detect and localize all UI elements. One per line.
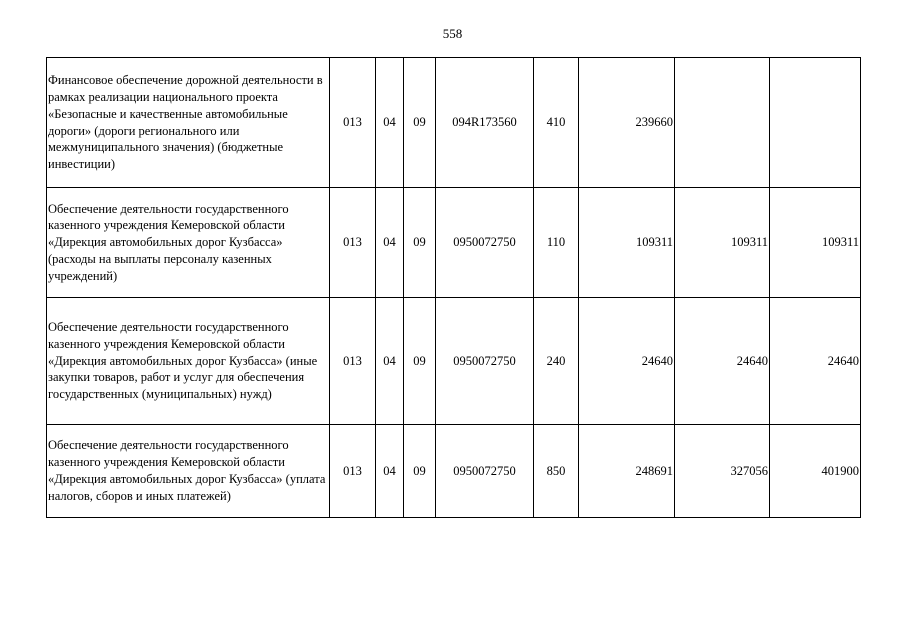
row-description: Обеспечение деятельности государственного казенного учреждения Кемеровской области «Дирекция автомобильных дорог Кузбасса» (уплата налогов, сборов и иных платежей) bbox=[47, 425, 330, 518]
page-number: 558 bbox=[442, 26, 463, 41]
expense-type-code-cell: 240 bbox=[534, 298, 579, 425]
amount-cell-2: 327056 bbox=[675, 425, 770, 518]
row-description: Обеспечение деятельности государственного казенного учреждения Кемеровской области «Дирекция автомобильных дорог Кузбасса» (расходы на выплаты персоналу казенных учреждений) bbox=[47, 188, 330, 298]
target-item-code-cell: 0950072750 bbox=[436, 298, 534, 425]
expense-type-code-cell: 410 bbox=[534, 58, 579, 188]
section-code-cell: 04 bbox=[376, 58, 404, 188]
expense-type-code-cell: 850 bbox=[534, 425, 579, 518]
subsection-code-cell: 09 bbox=[404, 58, 436, 188]
row-description: Финансовое обеспечение дорожной деятельности в рамках реализации национального проекта «Безопасные и качественные автомобильные дороги» (дороги регионального или межмуниципального значения) (бюджетные инвестиции) bbox=[47, 58, 330, 188]
amount-cell-2: 24640 bbox=[675, 298, 770, 425]
target-item-code-cell: 094R173560 bbox=[436, 58, 534, 188]
ministry-code-cell: 013 bbox=[330, 188, 376, 298]
row-description: Обеспечение деятельности государственного казенного учреждения Кемеровской области «Дирекция автомобильных дорог Кузбасса» (иные закупки товаров, работ и услуг для обеспечения государственных (муниципальных) нужд) bbox=[47, 298, 330, 425]
amount-cell-1: 24640 bbox=[579, 298, 675, 425]
amount-cell-3: 24640 bbox=[770, 298, 861, 425]
table-row bbox=[47, 298, 861, 425]
target-item-code-cell: 0950072750 bbox=[436, 188, 534, 298]
section-code-cell: 04 bbox=[376, 188, 404, 298]
amount-cell-3: 109311 bbox=[770, 188, 861, 298]
subsection-code-cell: 09 bbox=[404, 188, 436, 298]
section-code-cell: 04 bbox=[376, 298, 404, 425]
amount-cell-2: 109311 bbox=[675, 188, 770, 298]
ministry-code-cell: 013 bbox=[330, 58, 376, 188]
amount-cell-1: 109311 bbox=[579, 188, 675, 298]
table-row bbox=[47, 425, 861, 518]
table-row bbox=[47, 58, 861, 188]
ministry-code-cell: 013 bbox=[330, 298, 376, 425]
table-row bbox=[47, 188, 861, 298]
ministry-code-cell: 013 bbox=[330, 425, 376, 518]
target-item-code-cell: 0950072750 bbox=[436, 425, 534, 518]
section-code-cell: 04 bbox=[376, 425, 404, 518]
amount-cell-3 bbox=[770, 58, 861, 188]
budget-table bbox=[46, 57, 861, 518]
expense-type-code-cell: 110 bbox=[534, 188, 579, 298]
subsection-code-cell: 09 bbox=[404, 425, 436, 518]
amount-cell-3: 401900 bbox=[770, 425, 861, 518]
amount-cell-1: 248691 bbox=[579, 425, 675, 518]
amount-cell-1: 239660 bbox=[579, 58, 675, 188]
subsection-code-cell: 09 bbox=[404, 298, 436, 425]
amount-cell-2 bbox=[675, 58, 770, 188]
